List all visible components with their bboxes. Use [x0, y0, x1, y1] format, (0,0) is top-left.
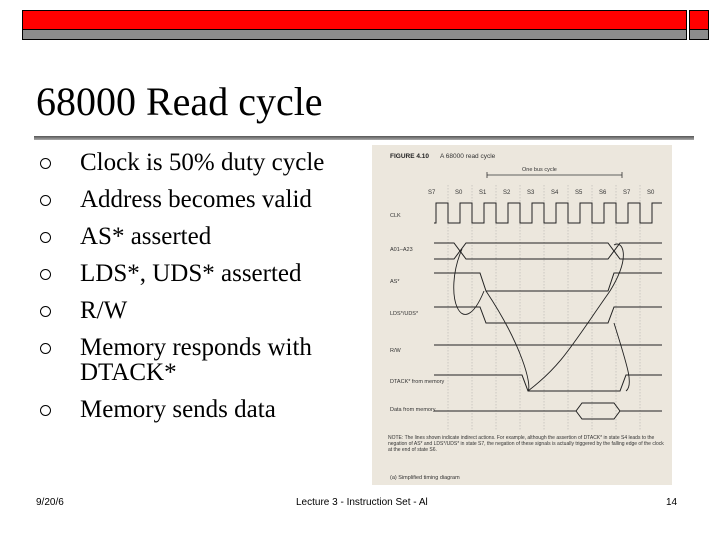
bullet-text: Memory responds with DTACK*	[80, 334, 312, 386]
top-grey-square	[689, 30, 709, 40]
timing-diagram	[372, 145, 672, 485]
signal-label-data	[390, 407, 436, 413]
signal-label-rw: R/W	[390, 348, 401, 354]
state-label: S6	[599, 190, 607, 196]
signal-label-address: A01–A23	[390, 247, 413, 253]
bullet-item	[40, 224, 360, 249]
state-label: S2	[503, 190, 511, 196]
top-grey-bar	[22, 30, 687, 40]
bullet-text: Memory sends data	[80, 396, 276, 423]
footer-date: 9/20/6	[36, 497, 64, 508]
bullet-item	[40, 298, 360, 323]
bullet-text: Clock is 50% duty cycle	[80, 149, 325, 176]
top-red-square	[689, 10, 709, 30]
title-underline	[34, 136, 694, 140]
bullet-text: LDS*, UDS* asserted	[80, 260, 302, 287]
bullet-item	[40, 150, 360, 175]
signal-label-clk: CLK	[390, 213, 401, 219]
state-label: S5	[575, 190, 583, 196]
bullet-item	[40, 397, 360, 422]
bullet-marker-icon	[40, 343, 51, 354]
top-red-bar	[22, 10, 687, 30]
bullet-marker-icon	[40, 405, 51, 416]
bus-cycle-label: One bus cycle	[522, 167, 557, 173]
state-label: S0	[647, 190, 655, 196]
state-label: S1	[479, 190, 487, 196]
state-label: S0	[455, 190, 463, 196]
bullet-list	[40, 150, 360, 434]
bullet-item	[40, 261, 360, 286]
bullet-marker-icon	[40, 158, 51, 169]
figure-caption-label: FIGURE 4.10	[390, 153, 430, 160]
bullet-text: AS* asserted	[80, 223, 212, 250]
bullet-marker-icon	[40, 269, 51, 280]
slide-title: 68000 Read cycle	[36, 79, 323, 124]
signal-label-lds-uds: LDS*/UDS*	[390, 311, 419, 317]
bullet-marker-icon	[40, 306, 51, 317]
figure-note: NOTE: The lines shown indicate indirect actions. For example, although the assertion of DTACK* in state S4 leads to the negation of AS* and LDS*/UDS* in state S7, the negation of these signals is actually triggered by the falling edge of the clock at the end of state S6.	[388, 435, 664, 453]
state-label: S7	[428, 190, 436, 196]
signal-label-data-text: Data from memory	[390, 407, 436, 413]
signal-label-as: AS*	[390, 279, 400, 285]
figure-note-container	[388, 435, 666, 471]
footer-lecture-title: Lecture 3 - Instruction Set - Al	[296, 497, 428, 508]
state-label: S7	[623, 190, 631, 196]
bullet-marker-icon	[40, 232, 51, 243]
bullet-text: Address becomes valid	[80, 186, 312, 213]
figure-subcaption: (a) Simplified timing diagram	[390, 475, 460, 481]
top-decorative-bar	[22, 10, 687, 36]
signal-label-dtack	[390, 379, 445, 385]
footer-page-number: 14	[666, 497, 678, 508]
bullet-marker-icon	[40, 195, 51, 206]
bullet-item	[40, 335, 360, 385]
timing-diagram-figure	[372, 145, 672, 485]
state-label: S4	[551, 190, 559, 196]
bullet-text: R/W	[80, 297, 128, 324]
figure-caption-text: A 68000 read cycle	[440, 153, 496, 160]
state-label: S3	[527, 190, 535, 196]
bullet-item	[40, 187, 360, 212]
signal-label-dtack-text: DTACK* from memory	[390, 379, 445, 385]
